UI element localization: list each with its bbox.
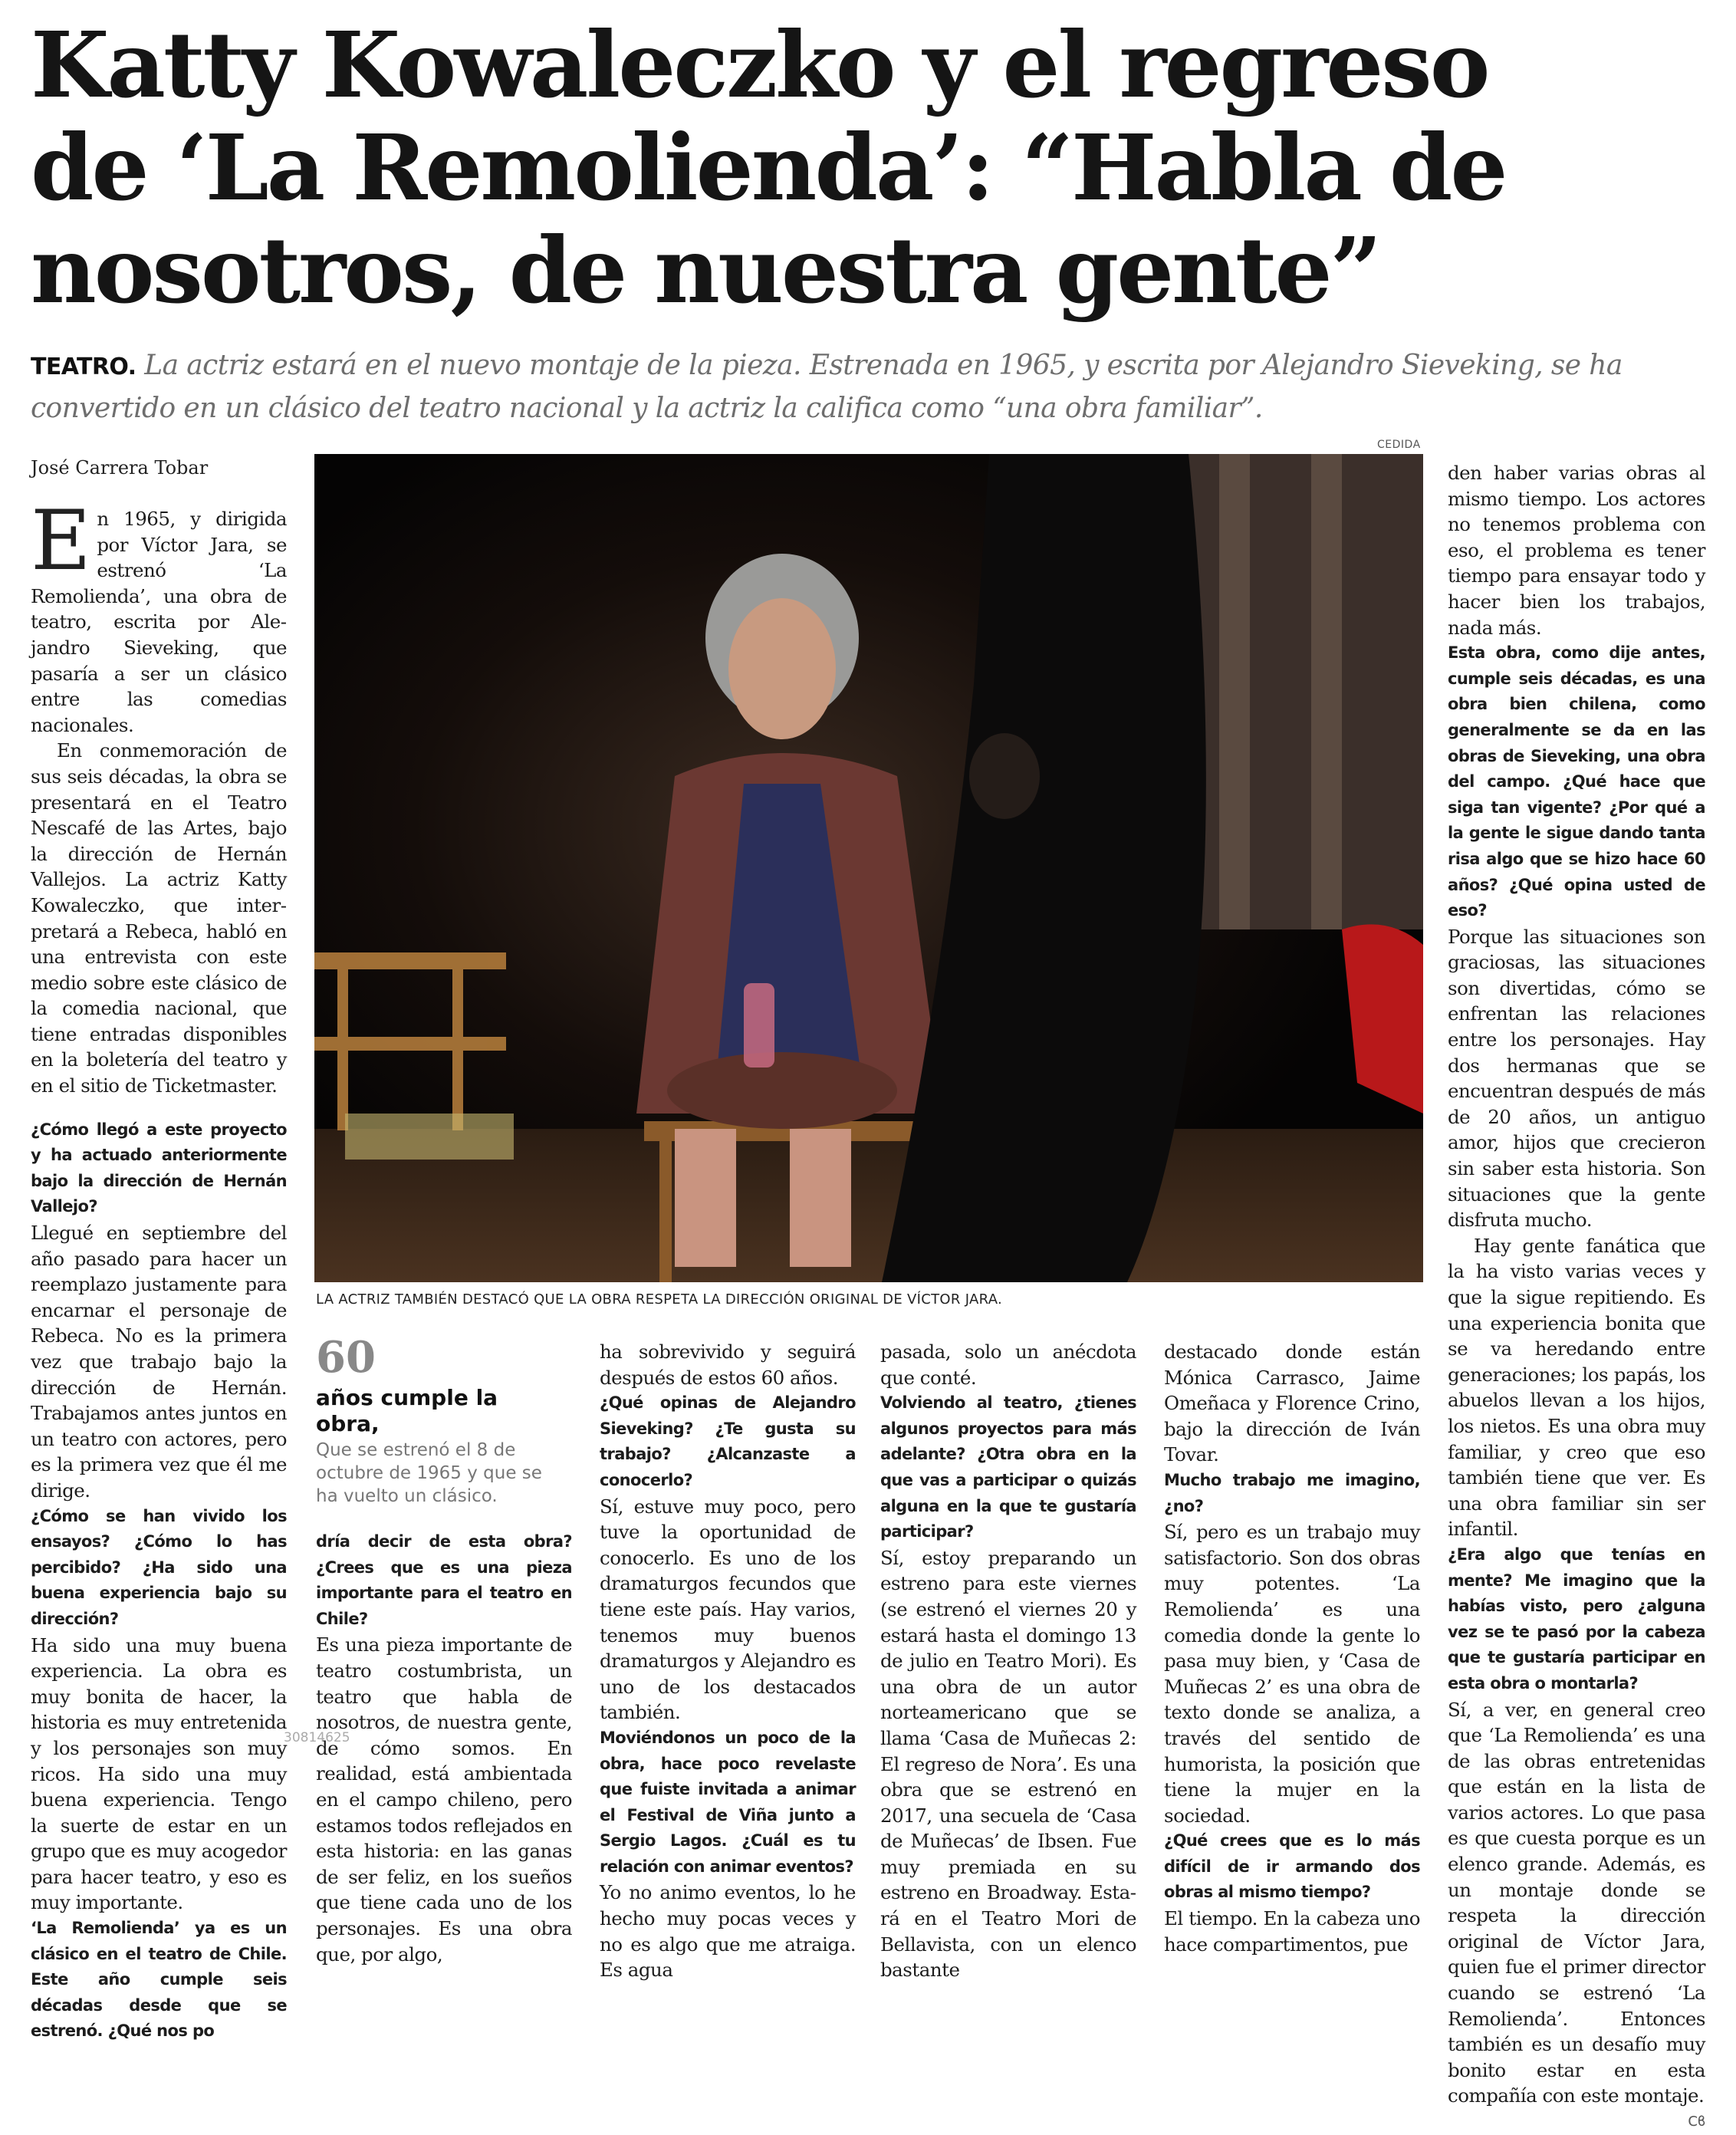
- interview-answer: ha sobrevivido y seguirá después de estos 60 años.: [600, 1341, 856, 1389]
- photo-credit: CEDIDA: [1377, 439, 1421, 451]
- headline-line-1: Katty Kowaleczko y el regreso: [31, 12, 1488, 118]
- lead-text: La actriz estará en el nuevo montaje de la pieza. Estrenada en 1965, y escrita por Alejandro Sieveking, se ha convertido en un clásico del teatro nacional y la actriz la califica como “una obra familiar”.: [31, 350, 1623, 424]
- section-kicker: TEATRO.: [31, 354, 136, 380]
- interview-answer: Sí, estuve muy poco, pero tuve la oportunidad de conocerlo. Es uno de los dramaturgos fecundos que tiene este país. Hay varios, tenemos muy buenos dramaturgos y Alejandro es uno de los destacados también.: [600, 1495, 856, 1724]
- interview-question: Moviéndonos un poco de la obra, hace poco revelaste que fuiste invitada a animar el Festival de Viña junto a Sergio Lagos. ¿Cuál es tu relación con animar eventos?: [600, 1728, 856, 1876]
- interview-question: ¿Cómo llegó a este proyecto y ha actuado anteriormente bajo la dirección de Hernán Vallejo?: [31, 1120, 287, 1216]
- answer-text: Sí, a ver, en general creo que ‘La Remolienda’ es una de las obras entretenidas que están en la lista de varios actores. Lo que pasa es que cuesta porque es un elenco grande. Además, es un montaje donde se respeta la dirección original de Víctor Jara, quien fue el primer director cuando se estrenó ‘La Remolienda’. Entonces también es un desafío muy bonito estar en esta compañía con este montaje.: [1448, 1698, 1705, 2107]
- intro-text: n 1965, y dirigida por Víctor Jara, se estrenó ‘La Remolienda’, una obra de teatro, escrita por Alejandro Sieveking, que pasaría a ser un clásico entre las comedias nacionales.: [31, 508, 287, 736]
- article-photo: [314, 454, 1423, 1282]
- interview-question: ‘La Remolienda’ ya es un clásico en el teatro de Chile. Este año cumple seis décadas desde que se estrenó. ¿Qué nos po: [31, 1919, 287, 2041]
- interview-question: ¿Qué opinas de Alejandro Sieveking? ¿Te gusta su trabajo? ¿Alcanzaste a conocerlo?: [600, 1393, 856, 1489]
- photo-caption: LA ACTRIZ TAMBIÉN DESTACÓ QUE LA OBRA RESPETA LA DIRECCIÓN ORIGINAL DE VÍCTOR JARA.: [316, 1291, 1003, 1308]
- interview-question: Volviendo al teatro, ¿tienes algunos proyectos para más adelante? ¿Otra obra en la que vas a participar o quizás alguna en la que te gustaría participar?: [880, 1393, 1136, 1541]
- headline: [31, 14, 1718, 322]
- watermark-id: 30814625: [284, 1730, 350, 1745]
- interview-answer: Ha sido una muy buena experiencia. La obra es muy bonita de hacer, la historia es muy entretenida y los personajes son muy ricos. Ha sido una muy buena experiencia. Tengo la suerte de estar en un grupo que es muy acogedor para hacer teatro, y eso es muy importante.: [31, 1633, 287, 1914]
- interview-answer: Porque las situaciones son graciosas, las situaciones son divertidas, cómo se enfrentan las relaciones entre los personajes. Hay dos hermanas que se encuentran después de más de 20 años, un antiguo amor, hijos que crecieron sin saber esta historia. Son situaciones que la gente disfruta mucho.: [1448, 925, 1705, 1232]
- byline: José Carrera Tobar: [31, 457, 209, 479]
- column-6: [1448, 460, 1705, 2135]
- stat-subtitle: Que se estrenó el 8 de octubre de 1965 y que se ha vuelto un clásico.: [316, 1440, 542, 1506]
- stat-box: [316, 1334, 566, 1508]
- headline-line-3: nosotros, de nuestra gente”: [31, 217, 1380, 324]
- intro-paragraph: [31, 493, 287, 738]
- headline-line-2: de ‘La Remolienda’: “Habla de: [31, 114, 1506, 221]
- interview-answer: destacado donde están Mónica Carrasco, Jaime Omeñaca y Florence Crino, bajo la dirección de Iván Tovar.: [1164, 1341, 1420, 1466]
- column-4: [880, 1339, 1136, 1983]
- stat-title: años cumple la obra,: [316, 1385, 498, 1436]
- interview-question: Esta obra, como dije antes, cumple seis décadas, es una obra bien chilena, como generalmente se da en las obras de Sieveking, una obra del campo. ¿Qué hace que siga tan vigente? ¿Por qué a la gente le sigue dando tanta risa algo que se hizo hace 60 años? ¿Qué opina usted de eso?: [1448, 643, 1705, 920]
- end-mark: Cϐ: [1688, 2114, 1705, 2130]
- column-3: [600, 1339, 856, 1983]
- body-paragraph: En conmemoración de sus seis décadas, la obra se presentará en el Teatro Nescafé de las Artes, bajo la dirección de Hernán Vallejos. La actriz Katty Kowaleczko, que interpretará a Rebeca, habló en una entrevista con este medio sobre este clásico de la comedia nacional, que tiene entradas disponibles en la boletería del teatro y en el sitio de Ticketmaster.: [31, 739, 287, 1097]
- interview-question: ¿Qué crees que es lo más difícil de ir armando dos obras al mismo tiempo?: [1164, 1831, 1420, 1902]
- lead-paragraph: [31, 345, 1718, 429]
- interview-answer: Sí, pero es un trabajo muy satisfactorio. Son dos obras muy potentes. ‘La Remolienda’ es una comedia donde la gente lo pasa muy bien, y ‘Casa de Muñecas 2’ es una obra de texto donde se analiza, a través del sentido de humorista, la posición que tiene la mujer en la sociedad.: [1164, 1521, 1420, 1827]
- interview-answer: [1448, 1697, 1705, 2130]
- body-paragraph: Hay gente fanática que la ha visto varias veces y que la sigue repitiendo. Es una experiencia bonita que se va heredando entre generaciones; los papás, los abuelos llevan a los hijos, los nietos. Es una obra muy familiar, y creo que eso también tiene que ver. Es una obra familiar sin ser infantil.: [1448, 1234, 1705, 1541]
- interview-question: Mucho trabajo me imagino, ¿no?: [1164, 1470, 1420, 1515]
- dropcap: E: [31, 493, 91, 589]
- interview-question: ¿Era algo que tenías en mente? Me imagino que la habías visto, pero ¿alguna vez se te pasó por la cabeza que te gustaría participar en esta obra o montarla?: [1448, 1545, 1705, 1693]
- column-1: [31, 493, 287, 2045]
- interview-answer: Yo no animo eventos, lo he hecho muy pocas veces y no es algo que me atraiga. Es agua: [600, 1881, 856, 1982]
- interview-answer: Es una pieza importante de teatro costumbrista, un teatro que habla de nosotros, de nuestra gente, de cómo somos. En realidad, está ambientada en el campo chileno, pero estamos todos reflejados en esta historia: en las ganas de ser feliz, en los sueños que tiene cada uno de los personajes. Es una obra que, por algo,: [316, 1633, 572, 1966]
- interview-answer: Sí, estoy preparando un estreno para este viernes (se estrenó el viernes 20 y estará hasta el domingo 13 de julio en Teatro Mori). Es una obra de un autor norteamericano que se llama ‘Casa de Muñecas 2: El regreso de Nora’. Es una obra que se estrenó en 2017, una secuela de ‘Casa de Muñecas’ de Ibsen. Fue muy premiada en su estreno en Broadway. Estará en el Teatro Mori de Bellavista, con un elenco bastante: [880, 1546, 1136, 1982]
- interview-answer: pasada, solo un anécdota que conté.: [880, 1341, 1136, 1389]
- interview-question: dría decir de esta obra? ¿Crees que es una pieza importante para el teatro en Chile?: [316, 1532, 572, 1628]
- column-2: [316, 1529, 572, 1967]
- stat-number: 60: [316, 1332, 376, 1383]
- interview-answer: El tiempo. En la cabeza uno hace compartimentos, pue: [1164, 1907, 1420, 1956]
- stage-scene: [314, 454, 1423, 1282]
- column-5: [1164, 1339, 1420, 1957]
- interview-question: ¿Cómo se han vivido los ensayos? ¿Cómo lo has percibido? ¿Ha sido una buena experiencia bajo su dirección?: [31, 1506, 287, 1628]
- interview-answer: den haber varias obras al mismo tiempo. Los actores no tenemos problema con eso, el problema es tener tiempo para ensayar todo y hacer bien los trabajos, nada más.: [1448, 462, 1705, 639]
- interview-answer: Llegué en septiembre del año pasado para hacer un reemplazo justamente para encarnar el personaje de Rebeca. No es la primera vez que trabajo bajo la dirección de Hernán. Trabajamos antes juntos en un teatro con actores, pero es la primera vez que él me dirige.: [31, 1222, 287, 1502]
